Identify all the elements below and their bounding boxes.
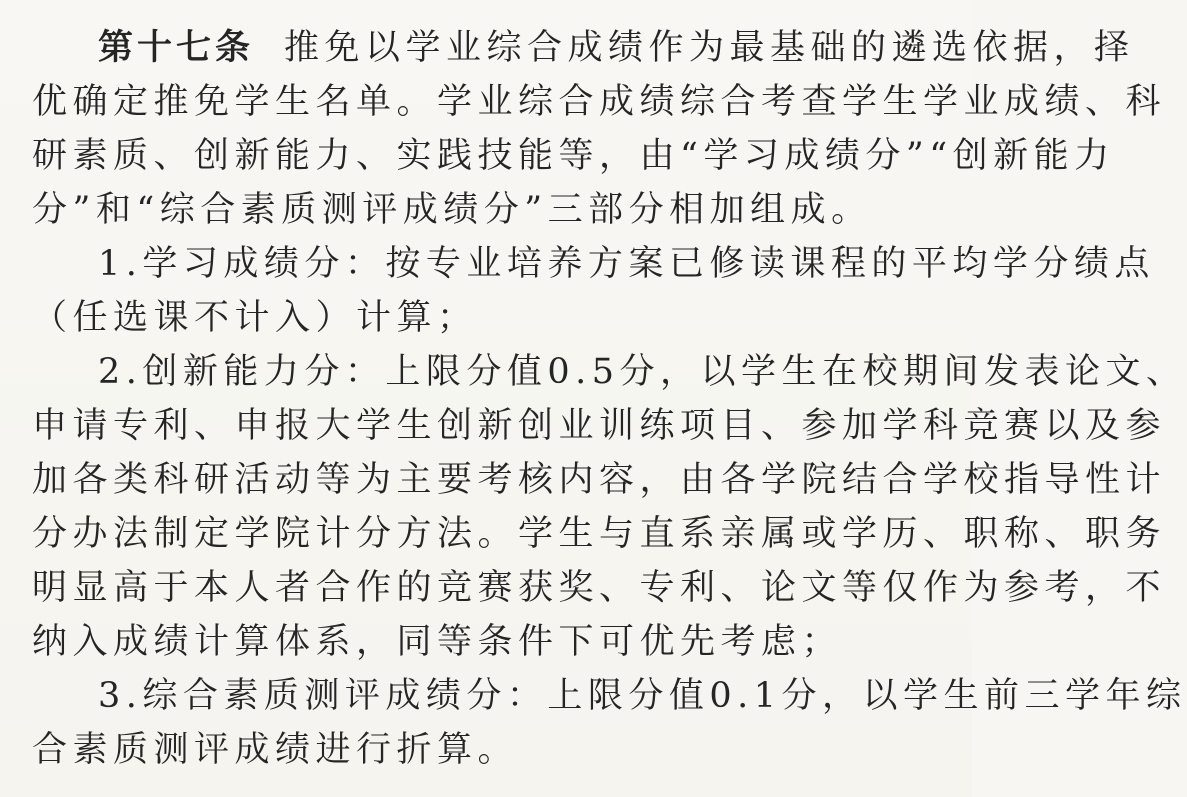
paragraph-line-1 (98, 28, 1135, 68)
paragraph-line-3: 研素质、创新能力、实践技能等，由“学习成绩分”“创新能力 (32, 136, 1115, 176)
item-1-line-1: 1.学习成绩分：按专业培养方案已修读课程的平均学分绩点 (98, 244, 1155, 284)
article-text-line-1: 推免以学业综合成绩作为最基础的遴选依据，择 (284, 28, 1135, 68)
item-3-line-2: 合素质测评成绩进行折算。 (32, 730, 519, 770)
item-2-line-3: 加各类科研活动等为主要考核内容，由各学院结合学校指导性计 (32, 460, 1167, 500)
item-1-line-2: （任选课不计入）计算； (32, 298, 478, 338)
paragraph-line-4: 分”和“综合素质测评成绩分”三部分相加组成。 (32, 190, 872, 230)
item-2-line-2: 申请专利、申报大学生创新创业训练项目、参加学科竞赛以及参 (32, 406, 1167, 446)
item-2-line-1: 2.创新能力分：上限分值0.5分，以学生在校期间发表论文、 (98, 352, 1187, 392)
item-2-line-4: 分办法制定学院计分方法。学生与直系亲属或学历、职称、职务 (32, 514, 1167, 554)
item-3-line-1: 3.综合素质测评成绩分：上限分值0.1分，以学生前三学年综 (98, 676, 1187, 716)
paragraph-line-2: 优确定推免学生名单。学业综合成绩综合考查学生学业成绩、科 (32, 82, 1167, 122)
item-2-line-5: 明显高于本人者合作的竞赛获奖、专利、论文等仅作为参考，不 (32, 568, 1167, 608)
article-heading: 第十七条 (98, 28, 255, 68)
item-2-line-6: 纳入成绩计算体系，同等条件下可优先考虑； (32, 622, 843, 662)
